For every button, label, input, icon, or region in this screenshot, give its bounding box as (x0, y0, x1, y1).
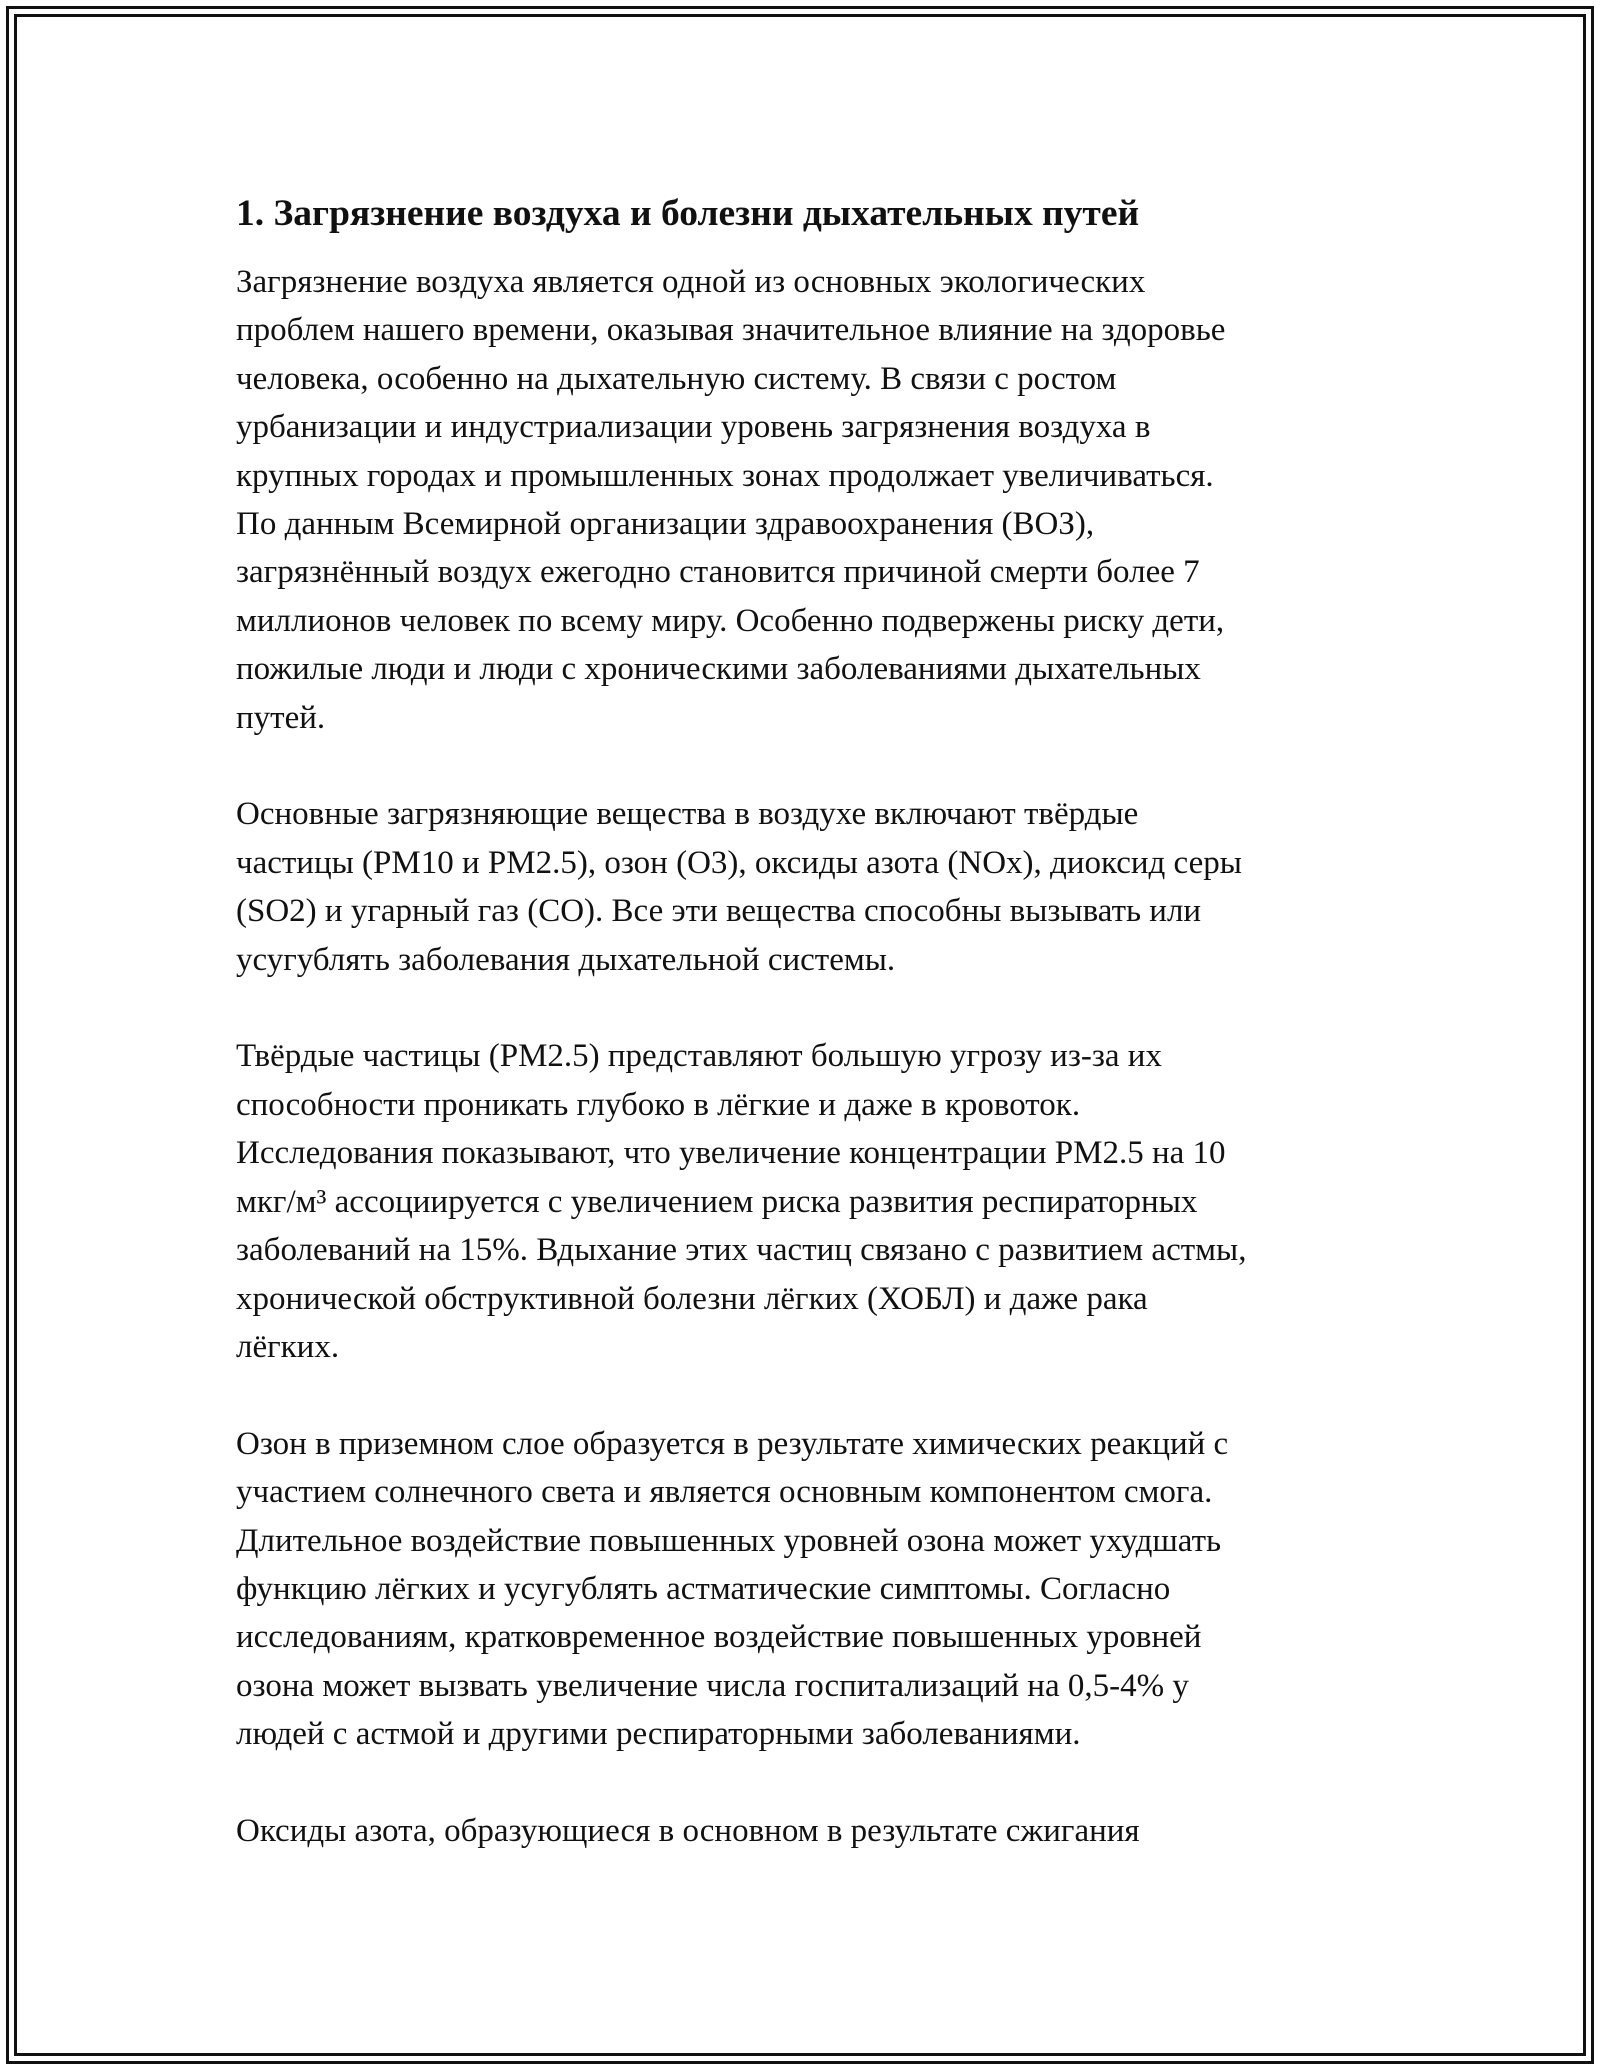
text-line: Озон в приземном слое образуется в результате химических реакций с (236, 1425, 1229, 1462)
text-line: заболеваний на 15%. Вдыхание этих частиц связано с развитием астмы, (236, 1232, 1247, 1269)
text-line: человека, особенно на дыхательную систему. В связи с ростом (236, 360, 1117, 397)
text-line: Исследования показывают, что увеличение концентрации PM2.5 на 10 (236, 1135, 1226, 1172)
text-line: хронической обструктивной болезни лёгких (ХОБЛ) и даже рака (236, 1280, 1148, 1317)
text-line: Оксиды азота, образующиеся в основном в результате сжигания (236, 1812, 1140, 1849)
text-line: миллионов человек по всему миру. Особенно подвержены риску дети, (236, 602, 1225, 639)
paragraph-ozone (236, 1420, 1376, 1759)
text-line: исследованиям, кратковременное воздействие повышенных уровней (236, 1619, 1202, 1656)
paragraph-nitrogen-oxides (236, 1807, 1376, 1855)
paragraph-particulate-matter (236, 1032, 1376, 1371)
text-line: загрязнённый воздух ежегодно становится причиной смерти более 7 (236, 554, 1200, 591)
text-line: крупных городах и промышленных зонах продолжает увеличиваться. (236, 457, 1214, 494)
document-body (236, 188, 1376, 1904)
text-line: проблем нашего времени, оказывая значительное влияние на здоровье (236, 312, 1226, 349)
text-line: По данным Всемирной организации здравоохранения (ВОЗ), (236, 506, 1095, 543)
text-line: Твёрдые частицы (PM2.5) представляют большую угрозу из-за их (236, 1038, 1162, 1075)
text-line: функцию лёгких и усугублять астматические симптомы. Согласно (236, 1570, 1171, 1607)
text-line: людей с астмой и другими респираторными заболеваниями. (236, 1716, 1081, 1753)
text-line: способности проникать глубоко в лёгкие и даже в кровоток. (236, 1086, 1081, 1123)
text-line: частицы (PM10 и PM2.5), озон (O3), оксиды азота (NOx), диоксид серы (236, 844, 1242, 881)
text-line: пожилые люди и люди с хроническими заболеваниями дыхательных (236, 651, 1201, 688)
text-line: урбанизации и индустриализации уровень загрязнения воздуха в (236, 409, 1151, 446)
text-line: участием солнечного света и является основным компонентом смога. (236, 1474, 1213, 1511)
text-line: усугублять заболевания дыхательной системы. (236, 941, 896, 978)
paragraph-air-pollution-intro (236, 258, 1376, 742)
text-line: лёгких. (236, 1328, 340, 1365)
paragraph-main-pollutants (236, 790, 1376, 984)
text-line: Длительное воздействие повышенных уровней озона может ухудшать (236, 1522, 1222, 1559)
text-line: Загрязнение воздуха является одной из основных экологических (236, 264, 1146, 300)
text-line: мкг/м³ ассоциируется с увеличением риска развития респираторных (236, 1183, 1198, 1220)
text-line: путей. (236, 699, 326, 736)
text-line: Основные загрязняющие вещества в воздухе включают твёрдые (236, 796, 1139, 833)
section-heading: 1. Загрязнение воздуха и болезни дыхательных путей (236, 193, 1140, 234)
text-line: озона может вызвать увеличение числа госпитализаций на 0,5-4% у (236, 1667, 1189, 1704)
text-line: (SO2) и угарный газ (CO). Все эти вещества способны вызывать или (236, 893, 1202, 930)
